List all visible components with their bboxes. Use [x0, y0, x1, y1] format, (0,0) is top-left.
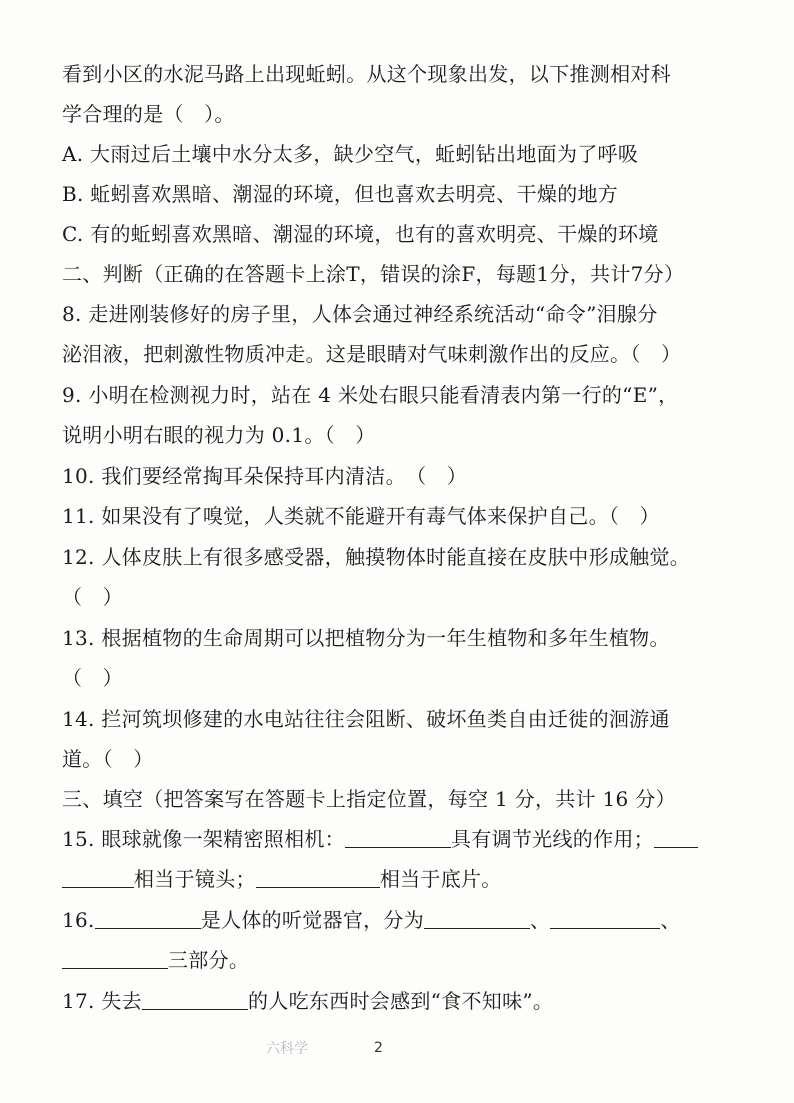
- q16-blank-4: [62, 948, 168, 969]
- q7-text-line-1: 看到小区的水泥马路上出现蚯蚓。从这个现象出发，以下推测相对科: [62, 62, 671, 86]
- q13-text-line-1: 13. 根据植物的生命周期可以把植物分为一年生植物和多年生植物。: [62, 626, 670, 650]
- q7-option-a: A. 大雨过后土壤中水分太多，缺少空气，蚯蚓钻出地面为了呼吸: [62, 142, 639, 166]
- q14-text-line-1: 14. 拦河筑坝修建的水电站往往会阻断、破坏鱼类自由迁徙的洄游通: [62, 707, 670, 731]
- q16-blank-3: [550, 908, 660, 929]
- q12-text-line-2: （ ）: [62, 585, 123, 609]
- q17-line: [62, 981, 762, 1021]
- q15-mid-text: 具有调节光线的作用；: [450, 827, 654, 851]
- q15-line-2: [62, 859, 762, 900]
- q15-prefix: 15. 眼球就像一架精密照相机：: [62, 827, 345, 851]
- section-3-heading: 三、填空（把答案写在答题卡上指定位置，每空 1 分，共计 16 分）: [62, 787, 676, 811]
- q15-line-1: [62, 819, 762, 859]
- page-content: [62, 54, 762, 1021]
- q16-number: 16.: [62, 908, 95, 932]
- q15-blank-2-end: [62, 867, 134, 888]
- q9-text-line-2: 说明小明右眼的视力为 0.1。（ ）: [62, 423, 376, 447]
- q15-film-text: 相当于底片。: [379, 867, 502, 891]
- q15-blank-2-start: [654, 827, 698, 848]
- q9-text-line-1: 9. 小明在检测视力时，站在 4 米处右眼只能看清表内第一行的“E”，: [62, 383, 679, 407]
- q16-end-text: 三部分。: [168, 948, 250, 972]
- q17-prefix: 17. 失去: [62, 989, 142, 1013]
- q17-suffix: 的人吃东西时会感到“食不知味”。: [247, 989, 554, 1013]
- q15-lens-text: 相当于镜头；: [134, 867, 256, 891]
- q16-line-2: [62, 940, 762, 981]
- section-2-heading: 二、判断（正确的在答题卡上涂T，错误的涂F，每题1分，共计7分）: [62, 262, 685, 286]
- q16-sep-1: 、: [530, 908, 551, 932]
- q16-blank-2: [424, 908, 530, 929]
- q16-blank-1: [95, 908, 201, 929]
- q8-text-line-1: 8. 走进刚装修好的房子里，人体会通过神经系统活动“命令”泪腺分: [62, 302, 658, 326]
- q16-mid-text: 是人体的听觉器官，分为: [200, 908, 425, 932]
- q15-blank-3: [256, 867, 380, 888]
- q7-text-line-2: 学合理的是（ ）。: [62, 102, 235, 126]
- q8-text-line-2: 泌泪液，把刺激性物质冲走。这是眼睛对气味刺激作出的反应。（ ）: [62, 342, 682, 366]
- q12-text-line-1: 12. 人体皮肤上有很多感受器，触摸物体时能直接在皮肤中形成触觉。: [62, 545, 691, 569]
- page-number: 2: [374, 1040, 383, 1056]
- q7-option-c: C. 有的蚯蚓喜欢黑暗、潮湿的环境，也有的喜欢明亮、干燥的环境: [62, 222, 659, 246]
- q13-text-line-2: （ ）: [62, 666, 123, 690]
- footer-watermark: 六科学: [266, 1041, 308, 1057]
- q16-line-1: [62, 900, 762, 940]
- q14-text-line-2: 道。（ ）: [62, 747, 154, 771]
- q17-blank: [142, 989, 248, 1010]
- q11-text: 11. 如果没有了嗅觉，人类就不能避开有毒气体来保护自己。（ ）: [62, 504, 660, 528]
- q15-blank-1: [345, 827, 451, 848]
- q10-text: 10. 我们要经常掏耳朵保持耳内清洁。 （ ）: [62, 464, 468, 488]
- q7-option-b: B. 蚯蚓喜欢黑暗、潮湿的环境，但也喜欢去明亮、干燥的地方: [62, 182, 619, 206]
- q16-sep-2: 、: [660, 908, 681, 932]
